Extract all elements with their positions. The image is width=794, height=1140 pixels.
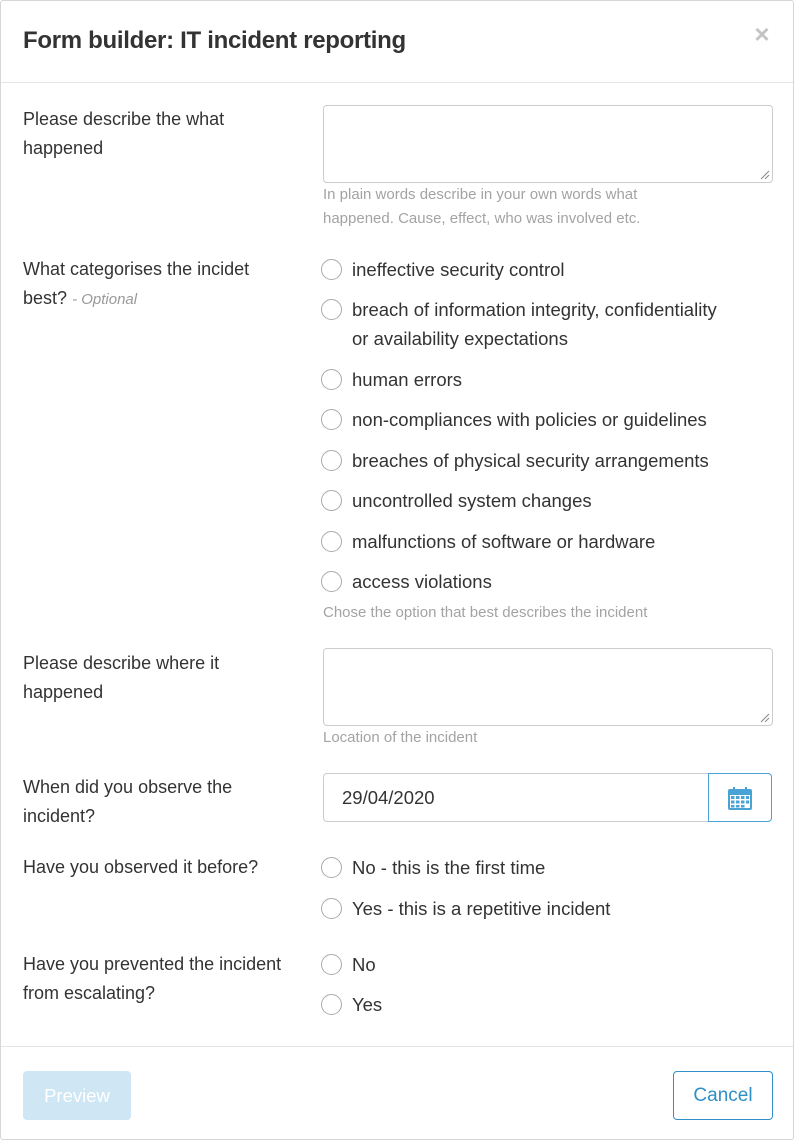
category-label: What categorises the incidet best? - Optional xyxy=(23,259,250,308)
radio-button[interactable] xyxy=(321,994,342,1015)
what-happened-textarea[interactable] xyxy=(323,105,773,183)
date-picker xyxy=(323,773,772,822)
what-happened-help: In plain words describe in your own words what happened. Cause, effect, who was involved etc. xyxy=(323,186,641,227)
modal-header xyxy=(1,1,793,83)
radio-button[interactable] xyxy=(321,531,342,552)
where-happened-textarea[interactable] xyxy=(323,648,773,726)
resize-grip-icon[interactable] xyxy=(758,711,770,723)
radio-button[interactable] xyxy=(321,299,342,320)
radio-button[interactable] xyxy=(321,857,342,878)
modal-footer xyxy=(1,1046,793,1139)
category-help: Chose the option that best describes the incident xyxy=(323,604,648,621)
radio-button[interactable] xyxy=(321,490,342,511)
radio-button[interactable] xyxy=(321,259,342,280)
where-happened-label: Please describe where it happened xyxy=(23,653,220,702)
modal-title: Form builder: IT incident reporting xyxy=(23,27,406,54)
prevented-escalation-label: Have you prevented the incident from escalating? xyxy=(23,954,282,1003)
cancel-button[interactable]: Cancel xyxy=(673,1071,773,1120)
calendar-icon xyxy=(727,787,753,811)
radio-button[interactable] xyxy=(321,954,342,975)
resize-grip-icon[interactable] xyxy=(758,168,770,180)
radio-button[interactable] xyxy=(321,369,342,390)
optional-tag: - Optional xyxy=(72,291,138,308)
what-happened-label: Please describe the what happened xyxy=(23,109,225,158)
radio-button[interactable] xyxy=(321,450,342,471)
observed-before-label: Have you observed it before? xyxy=(23,857,259,877)
close-icon[interactable]: × xyxy=(754,19,770,49)
radio-button[interactable] xyxy=(321,409,342,430)
observed-date-label: When did you observe the incident? xyxy=(23,777,233,826)
preview-button[interactable]: Preview xyxy=(23,1071,131,1120)
radio-button[interactable] xyxy=(321,571,342,592)
where-happened-help: Location of the incident xyxy=(323,729,478,746)
calendar-button[interactable] xyxy=(708,773,772,822)
form-builder-modal: Form builder: IT incident reporting × Please describe the what happened In plain words describe in your own words what happened. Cause, effect, who was involved etc. What categorises the incidet best? - Optional ineffective security control breach of information integrity, confidentiality or availability expectations human errors non-compliances with policies or guidelines breaches of physical security arrangements uncontrolled system changes malfunctions of software or hardware access violations Chose the option that best describes the incident Please describe where it happened Location of the incident When did you observe the incident? 29/04/2020 Have you observed it before? No - this is the first time Yes - this is a repetitive incident Have you prevented the incident from escalating? No Yes Preview Cancel xyxy=(0,0,794,1140)
date-input[interactable]: 29/04/2020 xyxy=(323,773,709,822)
radio-button[interactable] xyxy=(321,898,342,919)
